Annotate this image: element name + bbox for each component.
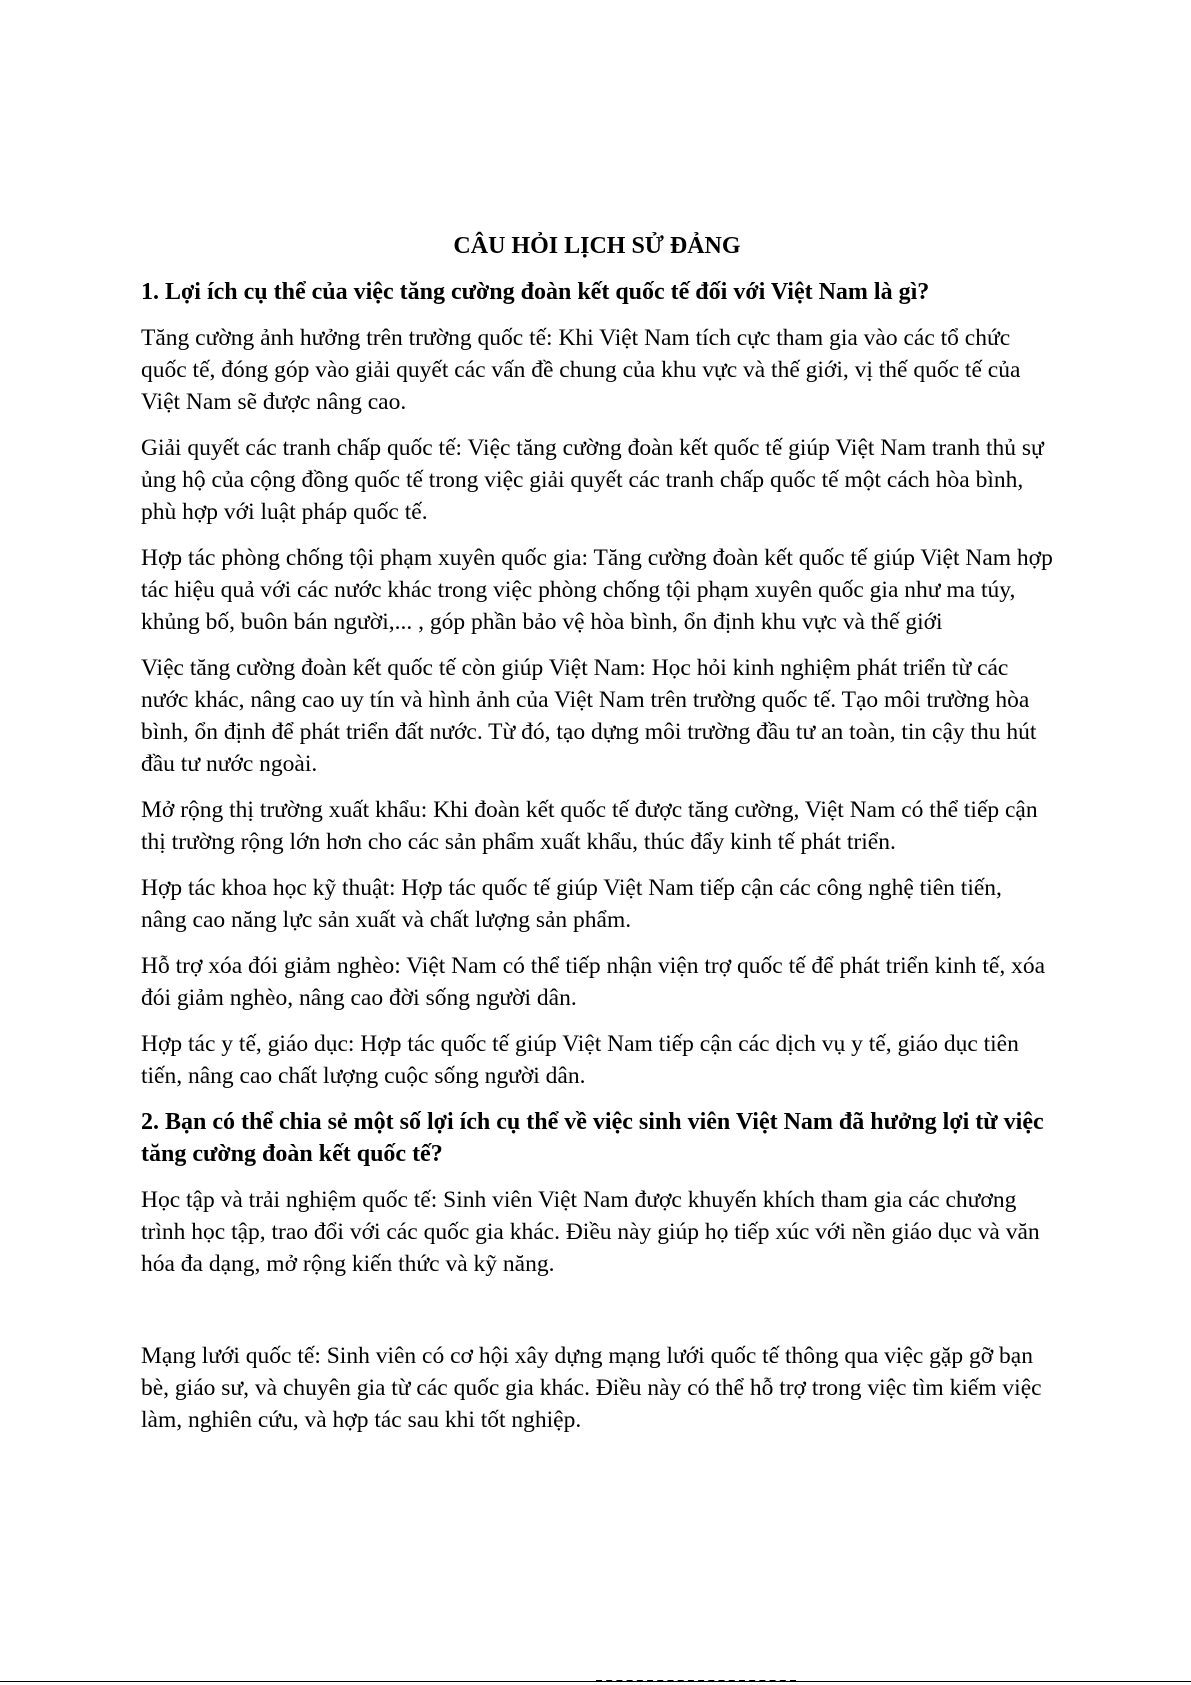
answer-paragraph: Mạng lưới quốc tế: Sinh viên có cơ hội xây dựng mạng lưới quốc tế thông qua việc gặp gỡ bạn bè, giáo sư, và chuyên gia từ các quốc gia khác. Điều này có thể hỗ trợ trong việc tìm kiếm việc làm, nghiên cứu, và hợp tác sau khi tốt nghiệp. <box>141 1343 1042 1433</box>
answer-paragraph: Hợp tác phòng chống tội phạm xuyên quốc gia: Tăng cường đoàn kết quốc tế giúp Việt Nam hợp tác hiệu quả với các nước khác trong việc phòng chống tội phạm xuyên quốc gia như ma túy, khủng bố, buôn bán người,... , góp phần bảo vệ hòa bình, ổn định khu vực và thế giới <box>141 545 1053 635</box>
document-title: CÂU HỎI LỊCH SỬ ĐẢNG <box>453 233 741 259</box>
page-bottom-dashes <box>596 1680 796 1682</box>
question-section-1 <box>141 276 1053 1092</box>
blank-space <box>141 1294 1053 1340</box>
answer-paragraph: Giải quyết các tranh chấp quốc tế: Việc tăng cường đoàn kết quốc tế giúp Việt Nam tranh thủ sự ủng hộ của cộng đồng quốc tế trong việc giải quyết các tranh chấp quốc tế một cách hòa bình, phù hợp với luật pháp quốc tế. <box>141 435 1044 525</box>
answer-paragraph: Việc tăng cường đoàn kết quốc tế còn giúp Việt Nam: Học hỏi kinh nghiệm phát triển từ các nước khác, nâng cao uy tín và hình ảnh của Việt Nam trên trường quốc tế. Tạo môi trường hòa bình, ổn định để phát triển đất nước. Từ đó, tạo dựng môi trường đầu tư an toàn, tin cậy thu hút đầu tư nước ngoài. <box>141 655 1037 777</box>
answer-paragraph: Học tập và trải nghiệm quốc tế: Sinh viên Việt Nam được khuyến khích tham gia các chương trình học tập, trao đổi với các quốc gia khác. Điều này giúp họ tiếp xúc với nền giáo dục và văn hóa đa dạng, mở rộng kiến thức và kỹ năng. <box>141 1187 1040 1277</box>
answer-paragraph: Tăng cường ảnh hưởng trên trường quốc tế: Khi Việt Nam tích cực tham gia vào các tổ chức quốc tế, đóng góp vào giải quyết các vấn đề chung của khu vực và thế giới, vị thế quốc tế của Việt Nam sẽ được nâng cao. <box>141 325 1021 415</box>
answer-paragraph: Hợp tác khoa học kỹ thuật: Hợp tác quốc tế giúp Việt Nam tiếp cận các công nghệ tiên tiến, nâng cao năng lực sản xuất và chất lượng sản phẩm. <box>141 875 1002 933</box>
document-content <box>141 230 1053 1450</box>
answer-paragraph: Hỗ trợ xóa đói giảm nghèo: Việt Nam có thể tiếp nhận viện trợ quốc tế để phát triển kinh tế, xóa đói giảm nghèo, nâng cao đời sống người dân. <box>141 953 1046 1011</box>
question-section-2 <box>141 1106 1053 1436</box>
answer-paragraph: Hợp tác y tế, giáo dục: Hợp tác quốc tế giúp Việt Nam tiếp cận các dịch vụ y tế, giáo dục tiên tiến, nâng cao chất lượng cuộc sống người dân. <box>141 1031 1019 1089</box>
answer-paragraph: Mở rộng thị trường xuất khẩu: Khi đoàn kết quốc tế được tăng cường, Việt Nam có thể tiếp cận thị trường rộng lớn hơn cho các sản phẩm xuất khẩu, thúc đẩy kinh tế phát triển. <box>141 797 1038 855</box>
question-heading: 1. Lợi ích cụ thể của việc tăng cường đoàn kết quốc tế đối với Việt Nam là gì? <box>141 279 930 305</box>
question-heading: 2. Bạn có thể chia sẻ một số lợi ích cụ thể về việc sinh viên Việt Nam đã hưởng lợi từ việc tăng cường đoàn kết quốc tế? <box>141 1109 1044 1167</box>
